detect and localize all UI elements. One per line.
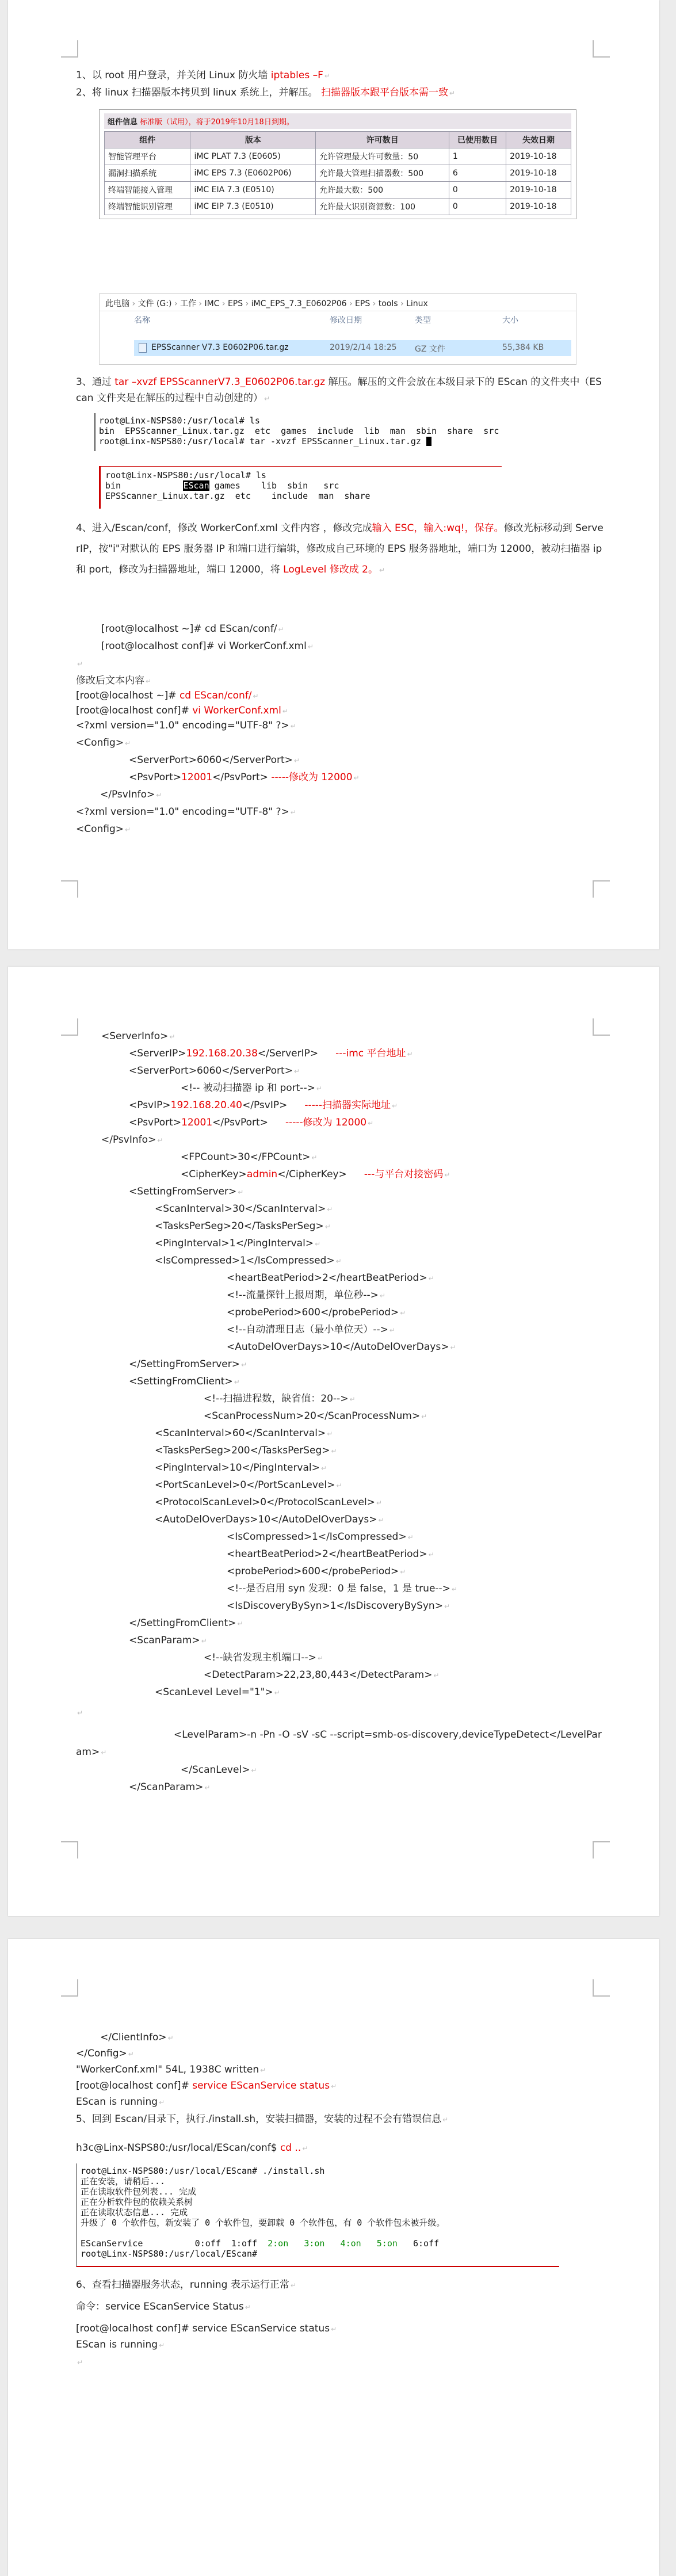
table-cell: 允许最大数：500 [316,182,449,199]
xml-config-close: </Config> ↵ [76,2048,134,2059]
xml-line: <DetectParam>22,23,80,443</DetectParam> ↵ [204,1669,440,1681]
corner-mark [593,880,610,898]
breadcrumb-item[interactable]: iMC_EPS_7.3_E0602P06 [251,299,347,308]
explorer-header: 名称 修改日期 类型 大小 [134,316,518,325]
xml-config-open: <Config> ↵ [76,737,131,749]
xml-line: <PingInterval>10</PingInterval> ↵ [155,1462,327,1474]
running-2: EScan is running ↵ [76,2339,165,2350]
table-cell: 2019-10-18 [506,148,571,165]
xml-line: <ServerIP>192.168.20.38</ServerIP> ---imc 平台地址 ↵ [129,1048,413,1059]
corner-mark [61,40,78,58]
xml-psv-port: <PsvPort>12001</PsvPort> -----修改为 12000 ↵ [129,772,360,783]
empty-paragraph: ↵ [77,2359,83,2367]
table-cell: 终端智能接入管理 [105,182,190,199]
xml-line: <PortScanLevel>0</PortScanLevel> ↵ [155,1479,342,1491]
breadcrumb-item[interactable]: tools [378,299,398,308]
corner-mark [61,1018,78,1036]
xml-psvinfo-close: </PsvInfo> ↵ [100,789,162,800]
xml-clientinfo-close: </ClientInfo> ↵ [100,2032,174,2043]
xml-line: <probePeriod>600</probePeriod> ↵ [227,1566,406,1577]
chevron-right-icon: › [219,299,228,308]
xml-line: <!--自动清理日志（最小单位天）--> ↵ [227,1324,395,1335]
step2-line: 2、将 linux 扫描器版本拷贝到 linux 系统上，并解压。 扫描器版本跟平台版本需一致 ↵ [76,87,456,98]
xml-line: ↵ [77,1709,83,1717]
table-cell: iMC EIP 7.3 (E0510) [190,199,316,215]
terminal-ls-tar: root@Linx-NSPS80:/usr/local# ls bin EPSScanner_Linux.tar.gz etc games include lib man sbin share src root@Linx-NSPS80:/usr/local# tar -xvzf EPSScanner_Linux.tar.gz [94,413,601,451]
xml-line: <!--是否启用 syn 发现：0 是 false，1 是 true--> ↵ [227,1583,457,1594]
running-1: EScan is running ↵ [76,2096,165,2108]
document-page-1 [8,0,659,949]
corner-mark [593,40,610,58]
xml-line: <SettingFromServer> ↵ [129,1186,244,1197]
table-cell: iMC PLAT 7.3 (E0605) [190,148,316,165]
document-page-3 [8,1939,659,2576]
table-cell: iMC EIA 7.3 (E0510) [190,182,316,199]
explorer-file-row[interactable]: EPSScanner V7.3 E0602P06.tar.gz 2019/2/14 18:25 GZ 文件 55,384 KB [134,340,571,356]
table-cell: iMC EPS 7.3 (E0602P06) [190,165,316,182]
table-cell: 0 [449,199,506,215]
cmd-status-2: [root@localhost conf]# service EScanService status ↵ [76,2323,337,2334]
table-row [105,199,571,215]
xml-line: </ScanParam> ↵ [129,1781,211,1793]
xml-line: <CipherKey>admin</CipherKey> ---与平台对接密码 ↵ [181,1169,450,1180]
xml-line: <IsCompressed>1</IsCompressed> ↵ [155,1255,342,1266]
step1-line: 1、以 root 用户登录，并关闭 Linux 防火墙 iptables –F ↵ [76,70,330,81]
table-header-cell: 组件 [105,132,190,148]
cmd-cd-conf-red: [root@localhost ~]# cd EScan/conf/ ↵ [76,690,259,701]
vi-written-msg: "WorkerConf.xml" 54L, 1938C written ↵ [76,2064,266,2075]
xml-line: <TasksPerSeg>20</TasksPerSeg> ↵ [155,1220,331,1232]
table-cell: 2019-10-18 [506,182,571,199]
cmd-vi-red: [root@localhost conf]# vi WorkerConf.xml ↵ [76,705,288,716]
table-header-cell: 许可数目 [316,132,449,148]
breadcrumb-item[interactable]: 文件 (G:) [138,299,172,308]
breadcrumb-item[interactable]: 此电脑 [105,299,129,308]
chevron-right-icon: › [196,299,205,308]
step3-text: 3、通过 tar –xvzf EPSScannerV7.3_E0602P06.tar.gz 解压。解压的文件会放在本级目录下的 EScan 的文件夹中（EScan 文件夹是在解压的过程中自动创建的） ↵ [76,376,602,404]
xml-line: <ServerPort>6060</ServerPort> ↵ [129,1065,300,1077]
document-page-2 [8,967,659,1916]
corner-mark [61,1979,78,1997]
xml-line: <LevelParam>-n -Pn -O -sV -sC --script=smb-os-discovery,deviceTypeDetect</LevelParam> ↵ [76,1729,602,1758]
chevron-right-icon: › [346,299,356,308]
table-cell: 漏洞扫描系统 [105,165,190,182]
explorer-breadcrumb[interactable] [100,294,576,311]
corner-mark [593,1979,610,1997]
table-cell: 2019-10-18 [506,165,571,182]
xml-line: <!-- 被动扫描器 ip 和 port--> ↵ [181,1082,322,1094]
xml-line: <AutoDelOverDays>10</AutoDelOverDays> ↵ [227,1341,456,1353]
step5-text: 5、回到 Escan/目录下，执行./install.sh，安装扫描器，安装的过程不会有错误信息 ↵ [76,2113,449,2125]
xml-line: <ServerInfo> ↵ [101,1031,175,1042]
breadcrumb-item[interactable]: EPS [227,299,243,308]
xml-line: <ScanParam> ↵ [129,1635,207,1646]
cmd-cd-up: h3c@Linx-NSPS80:/usr/local/EScan/conf$ cd .. ↵ [76,2142,308,2154]
table-header-cell: 已使用数目 [449,132,506,148]
archive-file-icon [139,343,147,353]
chevron-right-icon: › [398,299,407,308]
xml-line: <AutoDelOverDays>10</AutoDelOverDays> ↵ [155,1514,384,1525]
file-explorer-screenshot [99,293,576,365]
breadcrumb-item[interactable]: EPS [355,299,371,308]
xml-line: <PingInterval>1</PingInterval> ↵ [155,1238,321,1249]
xml-server-port: <ServerPort>6060</ServerPort> ↵ [129,754,300,766]
xml-line: <SettingFromClient> ↵ [129,1376,240,1387]
table-cell: 2019-10-18 [506,199,571,215]
table-header-cell: 失效日期 [506,132,571,148]
breadcrumb-item[interactable]: IMC [204,299,220,308]
xml-line: </SettingFromServer> ↵ [129,1358,247,1370]
chevron-right-icon: › [243,299,251,308]
xml-line: <heartBeatPeriod>2</heartBeatPeriod> ↵ [227,1272,434,1284]
xml-line: </PsvInfo> ↵ [101,1134,163,1146]
xml-decl: <?xml version="1.0" encoding="UTF-8" ?> ↵ [76,720,296,731]
cmd-status-1: [root@localhost conf]# service EScanService status ↵ [76,2080,337,2092]
xml-line: <TasksPerSeg>200</TasksPerSeg> ↵ [155,1445,337,1456]
xml-line: <ScanInterval>30</ScanInterval> ↵ [155,1203,333,1215]
xml-config-2: <Config> ↵ [76,823,131,835]
xml-line: <heartBeatPeriod>2</heartBeatPeriod> ↵ [227,1548,434,1560]
xml-line: <!--扫描进程数，缺省值：20--> ↵ [204,1393,356,1405]
xml-line: <ScanInterval>60</ScanInterval> ↵ [155,1428,333,1439]
license-table-screenshot: 组件信息 标准版（试用），将于2019年10月18日到期。 组件 版本 许可数目 已使用数目 失效日期 智能管理平台 iMC PLAT 7.3 (E0605) 允许管理最大许可数量：50 1 2019-10-18 漏洞扫描系统 iMC EPS 7.3 (E0602P06) 允许最大管理扫描器数：500 6 2019-10-18 终端智能接入管理 iMC EIA 7.3 (E0510) 允许最大数：500 0 2019-10-18 终端智能识别管理 iMC EIP 7.3 (E0510) 允许最大识别资源数：100 0 2019-10-18 [99,109,576,219]
license-table [104,131,571,215]
xml-line: <PsvPort>12001</PsvPort> -----修改为 12000 ↵ [129,1117,374,1128]
table-row [105,165,571,182]
chevron-right-icon: › [171,299,180,308]
table-cell: 1 [449,148,506,165]
chevron-right-icon: › [129,299,138,308]
empty-paragraph: ↵ [77,660,83,668]
terminal-install: root@Linx-NSPS80:/usr/local/EScan# ./install.sh 正在安装，请稍后... 正在读取软件包列表... 完成 正在分析软件包的依赖关系树 正在读取状态信息... 完成 升级了 0 个软件包，新安装了 0 个软件包，要卸载 0 个软件包，有 0 个软件包未被升级。 EScanService 0:off 1:off 2:on 3:on 4:on 5:on 6:off root@Linx-NSPS80:/usr/local/EScan# [76,2163,559,2267]
xml-line: <!--流量探针上报周期，单位秒--> ↵ [227,1289,385,1301]
command-line: 命令：service EScanService Status ↵ [76,2301,251,2312]
xml-line: <probePeriod>600</probePeriod> ↵ [227,1307,406,1318]
corner-mark [61,880,78,898]
step4-text: 4、进入/Escan/conf，修改 WorkerConf.xml 文件内容 ，修改完成输入 ESC，输入:wq!，保存。修改光标移动到 ServerIP，按"i"对默认的 EPS 服务器 IP 和端口进行编辑，修改成自己环境的 EPS 服务器地址，端口为 12000，被动扫描器 ip 和 port，修改为扫描器地址，端口 12000，将 LogLevel 修改成 2。 ↵ [76,522,604,575]
xml-decl-2: <?xml version="1.0" encoding="UTF-8" ?> ↵ [76,806,296,818]
xml-line: <ScanProcessNum>20</ScanProcessNum> ↵ [204,1410,427,1422]
xml-line: <IsDiscoveryBySyn>1</IsDiscoveryBySyn> ↵ [227,1600,450,1612]
table-header-cell: 版本 [190,132,316,148]
cmd-vi: [root@localhost conf]# vi WorkerConf.xml ↵ [101,640,314,652]
breadcrumb-item[interactable]: Linux [406,299,428,308]
table-cell: 允许管理最大许可数量：50 [316,148,449,165]
xml-line: <!--缺省发现主机端口--> ↵ [204,1652,323,1663]
corner-mark [61,1841,78,1858]
breadcrumb-item[interactable]: 工作 [179,299,196,308]
xml-line: <ProtocolScanLevel>0</ProtocolScanLevel> ↵ [155,1497,383,1508]
xml-line: </ScanLevel> ↵ [181,1764,257,1776]
cmd-cd-conf: [root@localhost ~]# cd EScan/conf/ ↵ [101,623,284,635]
chevron-right-icon: › [370,299,379,308]
xml-line: <ScanLevel Level="1"> ↵ [155,1686,280,1698]
table-cell: 允许最大识别资源数：100 [316,199,449,215]
table-cell: 允许最大管理扫描器数：500 [316,165,449,182]
corner-mark [593,1018,610,1036]
table-cell: 6 [449,165,506,182]
table-cell: 0 [449,182,506,199]
table-cell: 终端智能识别管理 [105,199,190,215]
table-cell: 智能管理平台 [105,148,190,165]
terminal-ls-escan: root@Linx-NSPS80:/usr/local# ls bin EScan games lib sbin src EPSScanner_Linux.tar.gz etc include man share [99,466,502,509]
xml-line: </SettingFromClient> ↵ [129,1617,243,1629]
table-row [105,182,571,199]
xml-line: <FPCount>30</FPCount> ↵ [181,1151,318,1163]
corner-mark [593,1841,610,1858]
table-row [105,148,571,165]
xml-line: <IsCompressed>1</IsCompressed> ↵ [227,1531,414,1543]
after-edit-label: 修改后文本内容 ↵ [76,675,152,686]
xml-line: <PsvIP>192.168.20.40</PsvIP> -----扫描器实际地址 ↵ [129,1100,398,1111]
step6-text: 6、查看扫描器服务状态，running 表示运行正常 ↵ [76,2279,296,2291]
